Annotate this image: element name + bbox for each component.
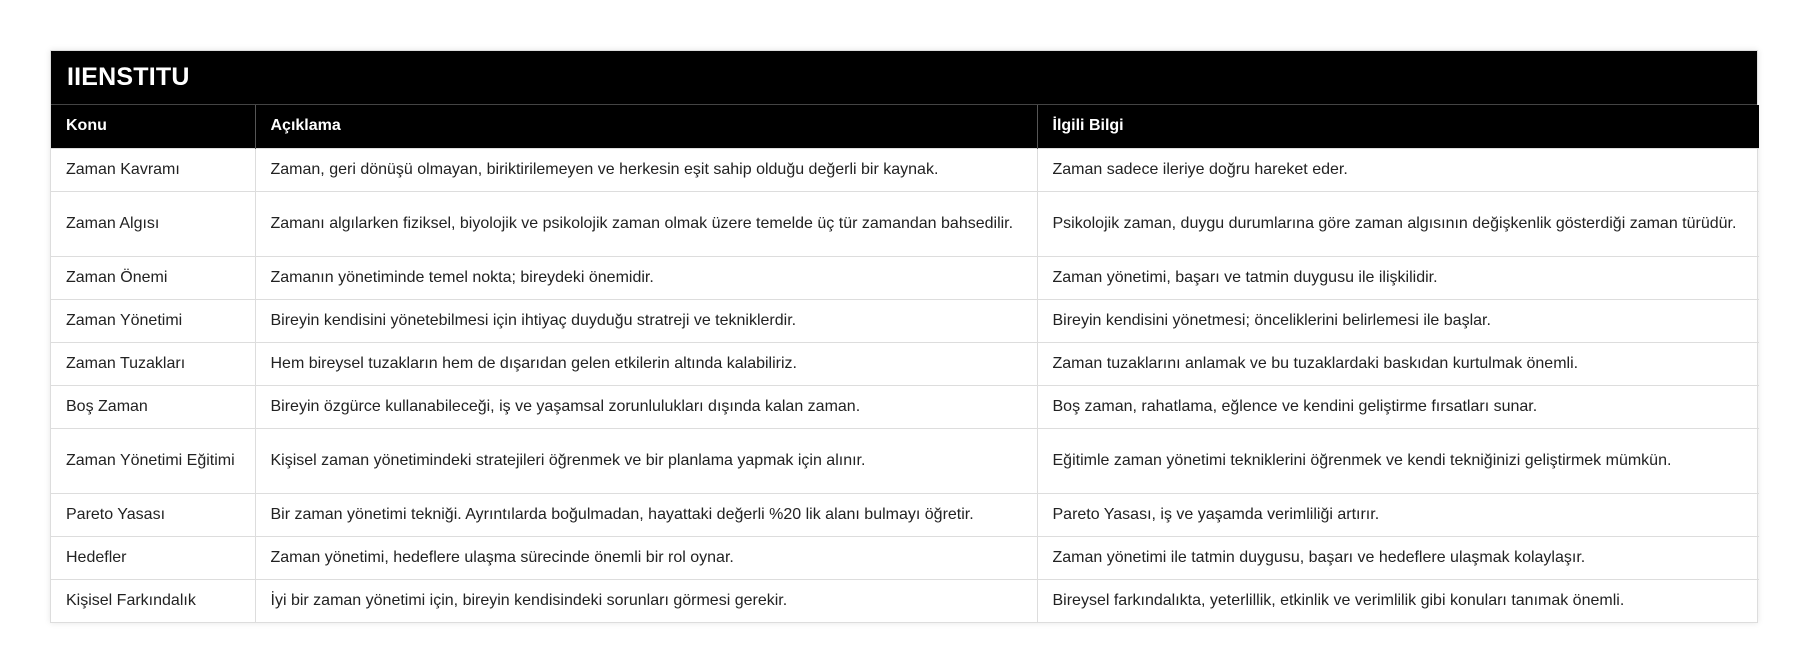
table-row <box>51 493 1759 536</box>
header-row <box>51 105 1759 148</box>
cell-info: Bireysel farkındalıkta, yeterlillik, etkinlik ve verimlilik gibi konuları tanımak önemli. <box>1037 579 1759 622</box>
table-row <box>51 536 1759 579</box>
cell-info: Zaman yönetimi, başarı ve tatmin duygusu ile ilişkilidir. <box>1037 256 1759 299</box>
cell-info: Bireyin kendisini yönetmesi; önceliklerini belirlemesi ile başlar. <box>1037 299 1759 342</box>
cell-description: Bireyin kendisini yönetebilmesi için ihtiyaç duyduğu stratreji ve tekniklerdir. <box>255 299 1037 342</box>
cell-topic: Boş Zaman <box>51 385 255 428</box>
table-row <box>51 342 1759 385</box>
table-row <box>51 256 1759 299</box>
table-container <box>50 50 1758 623</box>
column-header-ilgili-bilgi: İlgili Bilgi <box>1037 105 1759 148</box>
table-row <box>51 148 1759 191</box>
cell-topic: Zaman Algısı <box>51 191 255 256</box>
cell-description: İyi bir zaman yönetimi için, bireyin kendisindeki sorunları görmesi gerekir. <box>255 579 1037 622</box>
cell-info: Zaman tuzaklarını anlamak ve bu tuzaklardaki baskıdan kurtulmak önemli. <box>1037 342 1759 385</box>
cell-description: Bir zaman yönetimi tekniği. Ayrıntılarda boğulmadan, hayattaki değerli %20 lik alanı bulmayı öğretir. <box>255 493 1037 536</box>
cell-description: Zaman yönetimi, hedeflere ulaşma sürecinde önemli bir rol oynar. <box>255 536 1037 579</box>
cell-info: Eğitimle zaman yönetimi tekniklerini öğrenmek ve kendi tekniğinizi geliştirmek mümkün. <box>1037 428 1759 493</box>
cell-info: Psikolojik zaman, duygu durumlarına göre zaman algısının değişkenlik gösterdiği zaman türüdür. <box>1037 191 1759 256</box>
table-row <box>51 191 1759 256</box>
cell-info: Pareto Yasası, iş ve yaşamda verimliliği artırır. <box>1037 493 1759 536</box>
cell-description: Zamanı algılarken fiziksel, biyolojik ve psikolojik zaman olmak üzere temelde üç tür zamandan bahsedilir. <box>255 191 1037 256</box>
cell-info: Zaman sadece ileriye doğru hareket eder. <box>1037 148 1759 191</box>
cell-info: Boş zaman, rahatlama, eğlence ve kendini geliştirme fırsatları sunar. <box>1037 385 1759 428</box>
cell-topic: Zaman Tuzakları <box>51 342 255 385</box>
cell-topic: Zaman Yönetimi Eğitimi <box>51 428 255 493</box>
cell-description: Kişisel zaman yönetimindeki stratejileri öğrenmek ve bir planlama yapmak için alınır. <box>255 428 1037 493</box>
table-row <box>51 299 1759 342</box>
cell-description: Hem bireysel tuzakların hem de dışarıdan gelen etkilerin altında kalabiliriz. <box>255 342 1037 385</box>
table-row <box>51 385 1759 428</box>
cell-description: Zaman, geri dönüşü olmayan, biriktirilemeyen ve herkesin eşit sahip olduğu değerli bir kaynak. <box>255 148 1037 191</box>
cell-topic: Hedefler <box>51 536 255 579</box>
cell-topic: Pareto Yasası <box>51 493 255 536</box>
cell-topic: Kişisel Farkındalık <box>51 579 255 622</box>
cell-description: Bireyin özgürce kullanabileceği, iş ve yaşamsal zorunlulukları dışında kalan zaman. <box>255 385 1037 428</box>
table-title: IIENSTITU <box>51 51 1757 105</box>
column-header-konu: Konu <box>51 105 255 148</box>
table-row <box>51 428 1759 493</box>
column-header-aciklama: Açıklama <box>255 105 1037 148</box>
cell-info: Zaman yönetimi ile tatmin duygusu, başarı ve hedeflere ulaşmak kolaylaşır. <box>1037 536 1759 579</box>
data-table <box>51 105 1759 622</box>
cell-topic: Zaman Kavramı <box>51 148 255 191</box>
table-row <box>51 579 1759 622</box>
cell-description: Zamanın yönetiminde temel nokta; bireydeki önemidir. <box>255 256 1037 299</box>
cell-topic: Zaman Yönetimi <box>51 299 255 342</box>
cell-topic: Zaman Önemi <box>51 256 255 299</box>
